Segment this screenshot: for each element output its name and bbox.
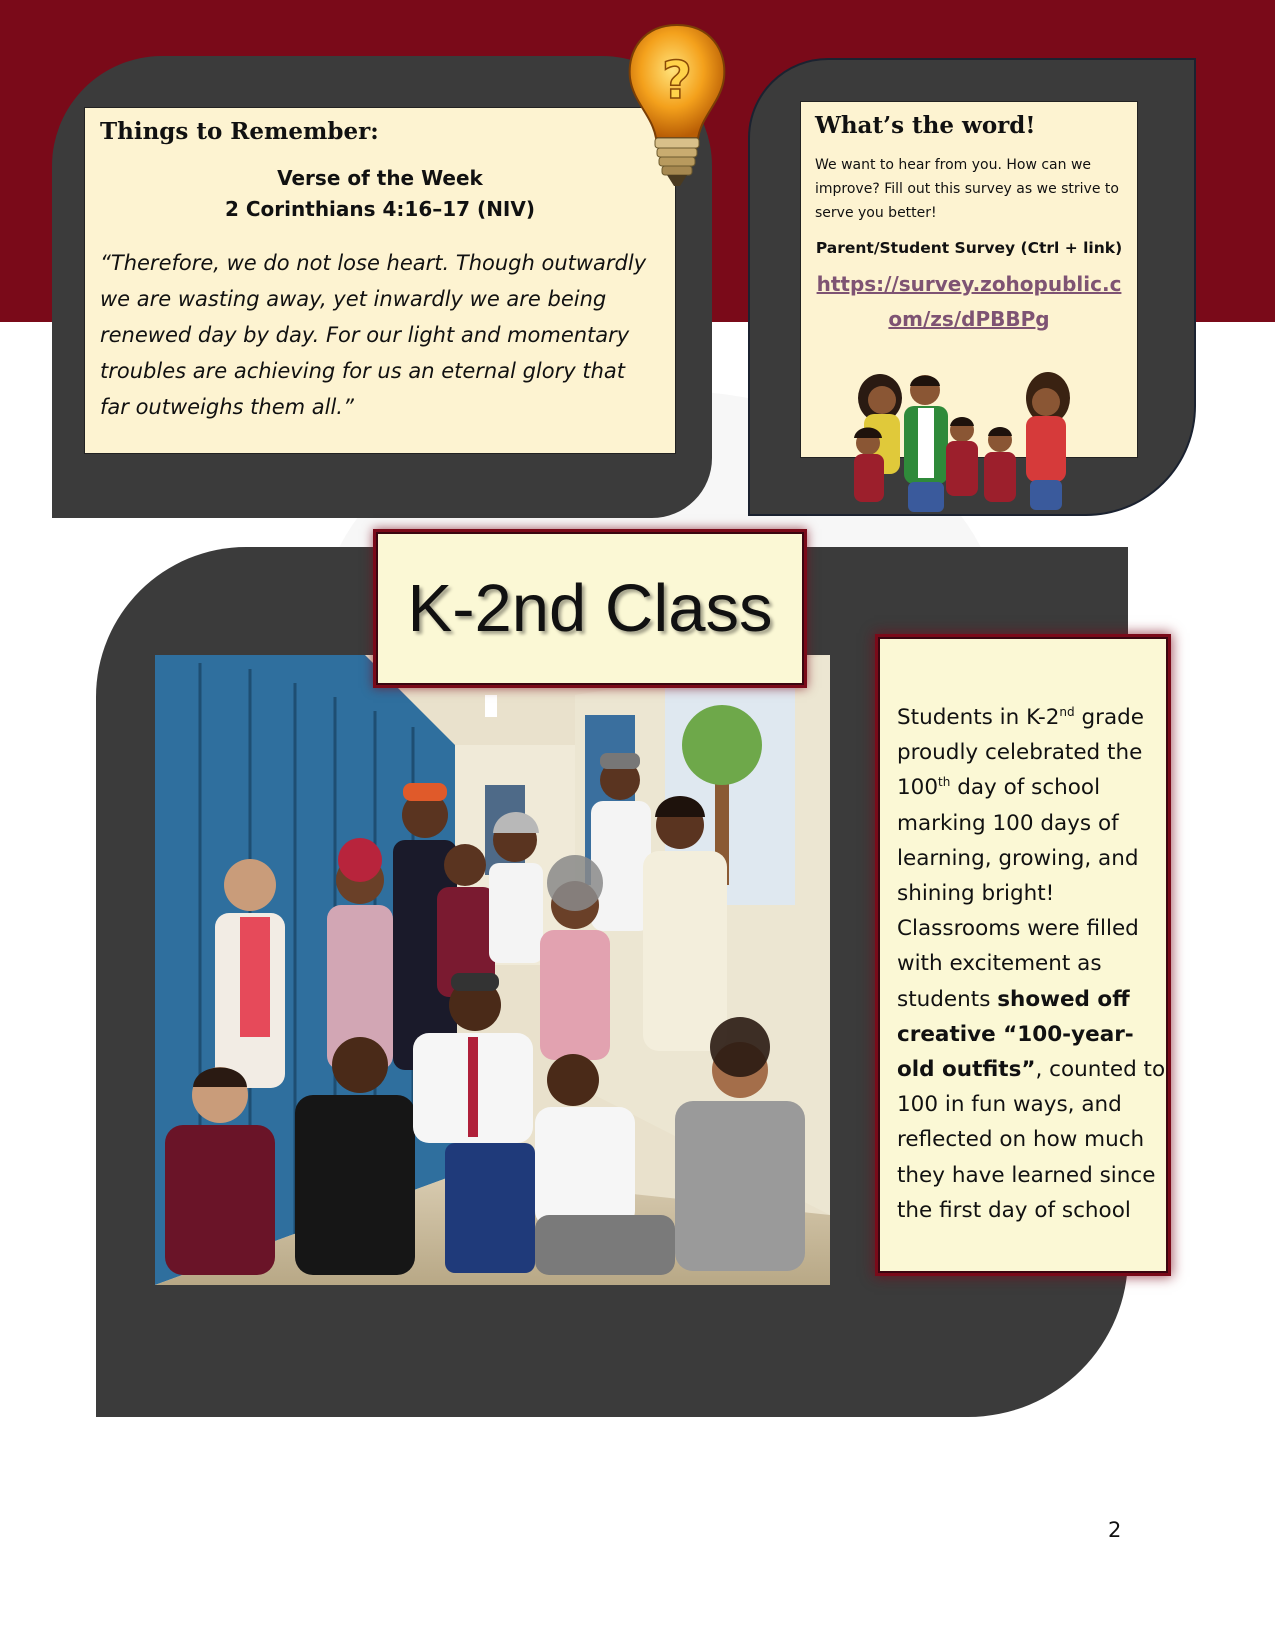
story-text-2: grade proudly celebrated the 100 [897, 705, 1144, 801]
class-title: K-2nd Class [407, 571, 773, 646]
class-story [897, 700, 1166, 1228]
verse-label: Verse of the Week [277, 166, 483, 190]
survey-title: Parent/Student Survey (Ctrl + link) [815, 239, 1123, 257]
family-illustration [840, 368, 1090, 516]
story-text-4: , counted to 100 in fun ways, and reflected on how much they have learned since the first day of school [897, 1057, 1166, 1223]
survey-link[interactable]: https://survey.zohopublic.com/zs/dPBBPg [816, 272, 1122, 331]
verse-header [100, 163, 660, 225]
story-text-3: day of school marking 100 days of learning, growing, and shining bright! Classrooms were filled with excitement as students [897, 775, 1139, 1012]
class-photo [155, 655, 830, 1285]
class-title-box [376, 532, 804, 685]
survey-intro: We want to hear from you. How can we improve? Fill out this survey as we strive to serve you better! [815, 157, 1119, 221]
lightbulb-icon [622, 20, 732, 195]
story-bold-outfits: showed off creative “100-year-old outfits” [897, 986, 1134, 1083]
story-sup-nd: nd [1059, 704, 1075, 719]
class-story-box [878, 637, 1168, 1273]
remember-heading: Things to Remember: [100, 118, 379, 145]
verse-reference: 2 Corinthians 4:16–17 (NIV) [225, 197, 535, 221]
svg-text:?: ? [661, 51, 693, 111]
word-heading: What’s the word! [815, 112, 1036, 139]
story-text-1: Students in K-2 [897, 705, 1060, 730]
page-number: 2 [1108, 1518, 1122, 1542]
verse-quote: “Therefore, we do not lose heart. Though outwardly we are wasting away, yet inwardly we are being renewed day by day. For our light and momentary troubles are achieving for us an eternal glory that far outweighs them all.” [100, 251, 647, 419]
story-sup-th: th [938, 775, 951, 790]
things-to-remember-card [84, 107, 676, 454]
